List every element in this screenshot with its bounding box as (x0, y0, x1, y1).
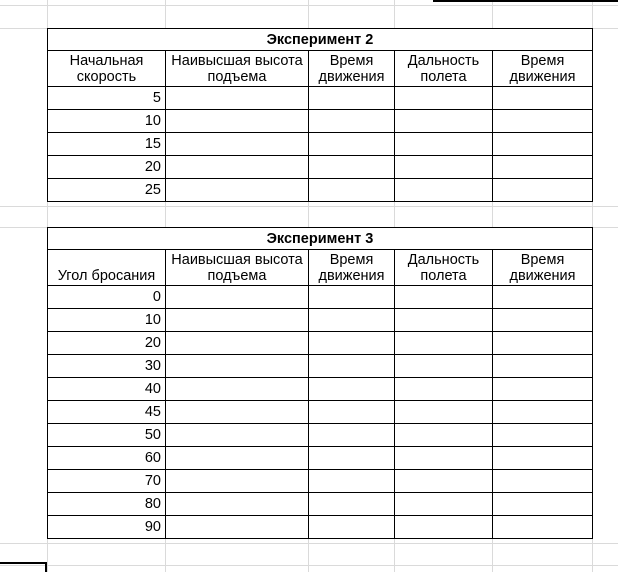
empty-cell[interactable] (395, 447, 493, 470)
row-value-cell[interactable]: 40 (48, 378, 166, 401)
column-header[interactable]: Время движения (493, 250, 593, 286)
row-value-cell[interactable]: 90 (48, 516, 166, 539)
empty-cell[interactable] (395, 156, 493, 179)
experiment-3-table (47, 227, 593, 539)
empty-cell[interactable] (493, 516, 593, 539)
selection-border-top (433, 0, 618, 2)
empty-cell[interactable] (166, 470, 309, 493)
empty-cell[interactable] (493, 309, 593, 332)
empty-cell[interactable] (493, 332, 593, 355)
empty-cell[interactable] (309, 355, 395, 378)
gridline-horizontal (0, 5, 618, 6)
empty-cell[interactable] (166, 286, 309, 309)
gridline-horizontal (0, 206, 618, 207)
column-header[interactable]: Наивысшая высота подъема (166, 51, 309, 87)
column-header[interactable]: Время движения (309, 51, 395, 87)
empty-cell[interactable] (493, 286, 593, 309)
table-row (48, 493, 593, 516)
empty-cell[interactable] (309, 286, 395, 309)
empty-cell[interactable] (493, 378, 593, 401)
row-value-cell[interactable]: 45 (48, 401, 166, 424)
column-header[interactable]: Дальность полета (395, 51, 493, 87)
row-value-cell[interactable]: 60 (48, 447, 166, 470)
empty-cell[interactable] (493, 355, 593, 378)
experiment-2-title[interactable]: Эксперимент 2 (48, 29, 593, 51)
empty-cell[interactable] (395, 355, 493, 378)
empty-cell[interactable] (309, 378, 395, 401)
row-value-cell[interactable]: 10 (48, 110, 166, 133)
row-value-cell[interactable]: 20 (48, 332, 166, 355)
table-row (48, 355, 593, 378)
empty-cell[interactable] (493, 179, 593, 202)
row-value-cell[interactable]: 30 (48, 355, 166, 378)
empty-cell[interactable] (493, 493, 593, 516)
empty-cell[interactable] (166, 309, 309, 332)
empty-cell[interactable] (395, 286, 493, 309)
row-value-cell[interactable]: 15 (48, 133, 166, 156)
table-row (48, 401, 593, 424)
empty-cell[interactable] (166, 355, 309, 378)
empty-cell[interactable] (166, 332, 309, 355)
row-value-cell[interactable]: 0 (48, 286, 166, 309)
table-row (48, 156, 593, 179)
table-row (48, 110, 593, 133)
empty-cell[interactable] (309, 87, 395, 110)
empty-cell[interactable] (309, 424, 395, 447)
table-row (48, 179, 593, 202)
empty-cell[interactable] (166, 493, 309, 516)
empty-cell[interactable] (395, 470, 493, 493)
empty-cell[interactable] (309, 516, 395, 539)
table-header-row (48, 51, 593, 87)
empty-cell[interactable] (395, 493, 493, 516)
table-row (48, 332, 593, 355)
table-row (48, 133, 593, 156)
column-header[interactable]: Дальность полета (395, 250, 493, 286)
empty-cell[interactable] (166, 424, 309, 447)
empty-cell[interactable] (166, 110, 309, 133)
empty-cell[interactable] (395, 87, 493, 110)
table-row (48, 87, 593, 110)
experiment-2-table (47, 28, 593, 202)
empty-cell[interactable] (309, 309, 395, 332)
empty-cell[interactable] (309, 447, 395, 470)
gridline-horizontal (0, 543, 618, 544)
empty-cell[interactable] (493, 447, 593, 470)
empty-cell[interactable] (309, 110, 395, 133)
empty-cell[interactable] (166, 401, 309, 424)
table-title-row (48, 228, 593, 250)
column-header[interactable]: Начальная скорость (48, 51, 166, 87)
selection-border-corner (0, 562, 47, 572)
table-row (48, 286, 593, 309)
empty-cell[interactable] (493, 401, 593, 424)
empty-cell[interactable] (309, 493, 395, 516)
empty-cell[interactable] (309, 156, 395, 179)
empty-cell[interactable] (309, 332, 395, 355)
table-title-row (48, 29, 593, 51)
row-value-cell[interactable]: 70 (48, 470, 166, 493)
empty-cell[interactable] (493, 470, 593, 493)
empty-cell[interactable] (493, 156, 593, 179)
column-header[interactable]: Наивысшая высота подъема (166, 250, 309, 286)
experiment-3-title[interactable]: Эксперимент 3 (48, 228, 593, 250)
empty-cell[interactable] (309, 401, 395, 424)
empty-cell[interactable] (166, 447, 309, 470)
column-header[interactable]: Время движения (493, 51, 593, 87)
empty-cell[interactable] (166, 133, 309, 156)
table-row (48, 516, 593, 539)
column-header[interactable]: Угол бросания (48, 250, 166, 286)
empty-cell[interactable] (166, 516, 309, 539)
empty-cell[interactable] (395, 110, 493, 133)
table-header-row (48, 250, 593, 286)
empty-cell[interactable] (395, 401, 493, 424)
empty-cell[interactable] (309, 133, 395, 156)
empty-cell[interactable] (309, 179, 395, 202)
column-header[interactable]: Время движения (309, 250, 395, 286)
table-row (48, 447, 593, 470)
empty-cell[interactable] (395, 332, 493, 355)
row-value-cell[interactable]: 5 (48, 87, 166, 110)
empty-cell[interactable] (493, 110, 593, 133)
gridline-horizontal (0, 565, 618, 566)
empty-cell[interactable] (166, 378, 309, 401)
empty-cell[interactable] (395, 424, 493, 447)
empty-cell[interactable] (395, 179, 493, 202)
empty-cell[interactable] (493, 87, 593, 110)
empty-cell[interactable] (395, 378, 493, 401)
empty-cell[interactable] (166, 156, 309, 179)
row-value-cell[interactable]: 50 (48, 424, 166, 447)
table-row (48, 378, 593, 401)
table-row (48, 470, 593, 493)
row-value-cell[interactable]: 25 (48, 179, 166, 202)
table-row (48, 424, 593, 447)
empty-cell[interactable] (166, 179, 309, 202)
row-value-cell[interactable]: 10 (48, 309, 166, 332)
empty-cell[interactable] (395, 309, 493, 332)
empty-cell[interactable] (166, 87, 309, 110)
empty-cell[interactable] (309, 470, 395, 493)
row-value-cell[interactable]: 20 (48, 156, 166, 179)
empty-cell[interactable] (395, 516, 493, 539)
empty-cell[interactable] (395, 133, 493, 156)
table-row (48, 309, 593, 332)
empty-cell[interactable] (493, 424, 593, 447)
empty-cell[interactable] (493, 133, 593, 156)
row-value-cell[interactable]: 80 (48, 493, 166, 516)
